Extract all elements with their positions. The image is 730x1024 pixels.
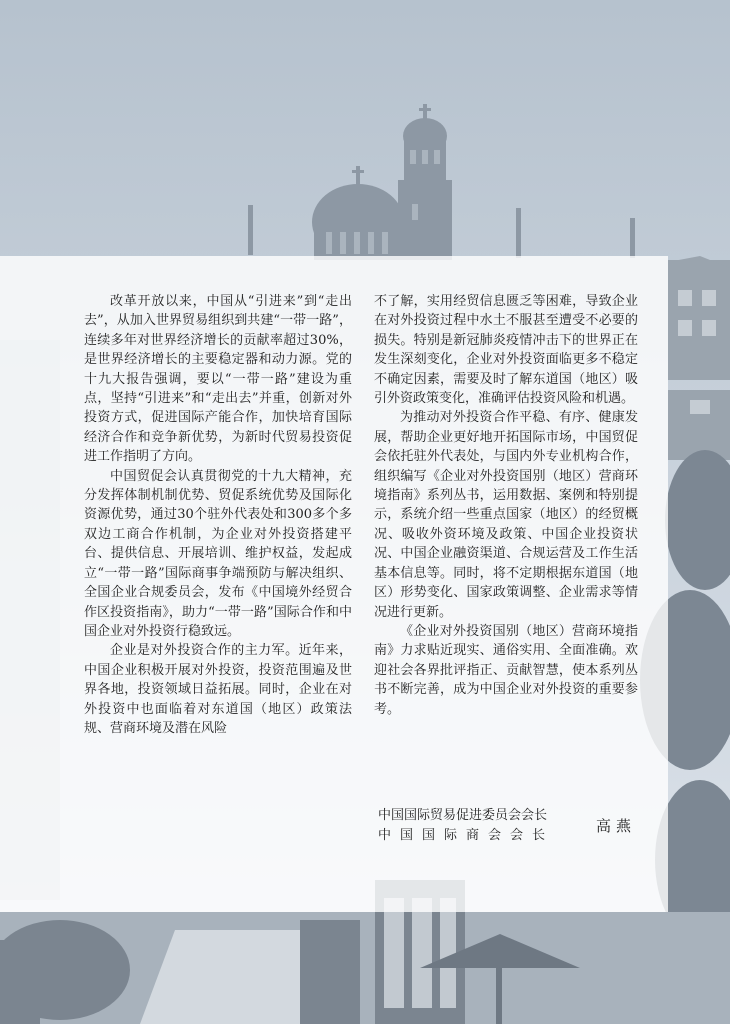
paragraph: 为推动对外投资合作平稳、有序、健康发展，帮助企业更好地开拓国际市场，中国贸促会依托驻外代表处，与国内外专业机构合作，组织编写《企业对外投资国别（地区）营商环境指南》系列丛书，运用数据、案例和特别提示，系统介绍一些重点国家（地区）的经贸概况、吸收外资环境及政策、中国企业投资状况、中国企业融资渠道、合规运营及工作生活基本信息等。同时，将不定期根据东道国（地区）形势变化、国家政策调整、企业需求等情况进行更新。 <box>374 410 638 620</box>
paragraph-continuation: 不了解，实用经贸信息匮乏等困难，导致企业在对外投资过程中水土不服甚至遭受不必要的损失。特别是新冠肺炎疫情冲击下的世界正在发生深刻变化，企业对外投资面临更多不稳定不确定因素，需要及时了解东道国（地区）吸引外资政策变化，准确评估投资风险和机遇。 <box>374 294 638 407</box>
signature-name: 高燕 <box>596 817 637 835</box>
paragraph: 中国贸促会认真贯彻党的十九大精神，充分发挥体制机制优势、贸促系统优势及国际化资源优势，通过30个驻外代表处和300多个多双边工商合作机制，为企业对外投资搭建平台、提供信息、开展培训、维护权益，发起成立“一带一路”国际商事争端预防与解决组织、全国企业合规委员会，发布《中国境外经贸合作区投资指南》，助力“一带一路”国际合作和中国企业对外投资行稳致远。 <box>84 468 352 639</box>
paragraph: 企业是对外投资合作的主力军。近年来，中国企业积极开展对外投资，投资范围遍及世界各地，投资领域日益拓展。同时，企业在对外投资中也面临着对东道国（地区）政策法规、营商环境及潜在风险 <box>84 643 352 736</box>
paragraph: 改革开放以来，中国从“引进来”到“走出去”，从加入世界贸易组织到共建“一带一路”，连续多年对世界经济增长的贡献率超过30%，是世界经济增长的主要稳定器和动力源。党的十九大报告强调，要以“一带一路”建设为重点，坚持“引进来”和“走出去”并重，创新对外投资方式，促进国际产能合作，加快培育国际经济合作和竞争新优势，为新时代贸易投资促进工作指明了方向。 <box>84 294 352 465</box>
signature-org-1: 中国国际贸易促进委员会会长 <box>378 808 548 823</box>
paragraph: 《企业对外投资国别（地区）营商环境指南》力求贴近现实、通俗实用、全面准确。欢迎社会各界批评指正、贡献智慧，使本系列丛书不断完善，成为中国企业对外投资的重要参考。 <box>374 623 638 717</box>
article-column-right <box>374 292 638 719</box>
signature-org-2: 中国国际商会会长 <box>378 828 555 843</box>
article-column-left <box>84 292 352 738</box>
signature-titles <box>378 806 554 846</box>
